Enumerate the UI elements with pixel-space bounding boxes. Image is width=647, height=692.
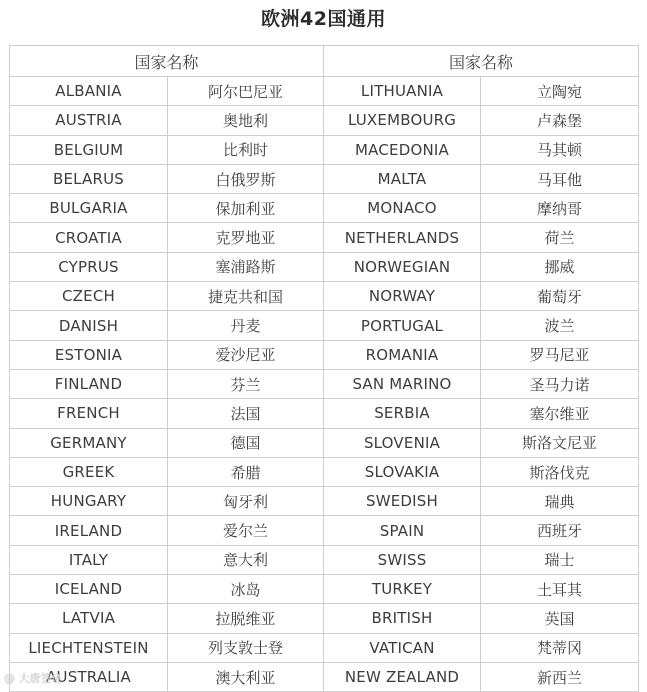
country-zh-left: 爱沙尼亚 — [168, 340, 324, 369]
country-en-left: IRELAND — [10, 516, 168, 545]
country-zh-left: 塞浦路斯 — [168, 252, 324, 281]
table-row — [10, 487, 639, 516]
table-row — [10, 223, 639, 252]
country-zh-right: 马其顿 — [481, 135, 639, 164]
country-zh-left: 列支敦士登 — [168, 633, 324, 662]
country-zh-left: 阿尔巴尼亚 — [168, 77, 324, 106]
country-zh-right: 摩纳哥 — [481, 194, 639, 223]
table-row — [10, 77, 639, 106]
table-row — [10, 457, 639, 486]
table-row — [10, 106, 639, 135]
country-en-right: NORWAY — [324, 282, 481, 311]
country-en-left: BULGARIA — [10, 194, 168, 223]
country-en-right: VATICAN — [324, 633, 481, 662]
watermark: @ 大唐签证 — [4, 672, 63, 685]
table-row — [10, 399, 639, 428]
country-en-left: LATVIA — [10, 604, 168, 633]
country-zh-right: 马耳他 — [481, 164, 639, 193]
table-body — [10, 77, 639, 692]
country-zh-left: 捷克共和国 — [168, 282, 324, 311]
page-title: 欧洲42国通用 — [261, 8, 386, 30]
country-zh-right: 土耳其 — [481, 575, 639, 604]
country-en-right: PORTUGAL — [324, 311, 481, 340]
country-zh-left: 法国 — [168, 399, 324, 428]
country-en-left: ESTONIA — [10, 340, 168, 369]
country-en-right: SAN MARINO — [324, 369, 481, 398]
country-en-right: ROMANIA — [324, 340, 481, 369]
country-zh-right: 圣马力诺 — [481, 369, 639, 398]
country-zh-right: 瑞典 — [481, 487, 639, 516]
country-en-right: MALTA — [324, 164, 481, 193]
table-row — [10, 252, 639, 281]
country-zh-right: 新西兰 — [481, 662, 639, 691]
country-zh-right: 罗马尼亚 — [481, 340, 639, 369]
country-en-right: TURKEY — [324, 575, 481, 604]
country-en-left: DANISH — [10, 311, 168, 340]
table-row — [10, 282, 639, 311]
country-en-left: CZECH — [10, 282, 168, 311]
country-zh-right: 塞尔维亚 — [481, 399, 639, 428]
country-en-left: LIECHTENSTEIN — [10, 633, 168, 662]
country-en-left: FRENCH — [10, 399, 168, 428]
country-zh-left: 保加利亚 — [168, 194, 324, 223]
table-header-row — [10, 46, 639, 77]
country-en-left: BELGIUM — [10, 135, 168, 164]
country-zh-left: 丹麦 — [168, 311, 324, 340]
country-en-left: HUNGARY — [10, 487, 168, 516]
country-en-left: AUSTRALIA — [10, 662, 168, 691]
country-zh-right: 荷兰 — [481, 223, 639, 252]
country-en-left: GREEK — [10, 457, 168, 486]
table-row — [10, 311, 639, 340]
country-en-left: ITALY — [10, 545, 168, 574]
country-zh-right: 卢森堡 — [481, 106, 639, 135]
country-en-right: SERBIA — [324, 399, 481, 428]
country-zh-left: 奥地利 — [168, 106, 324, 135]
country-zh-right: 挪威 — [481, 252, 639, 281]
country-zh-left: 白俄罗斯 — [168, 164, 324, 193]
country-table — [9, 45, 639, 692]
table-row — [10, 164, 639, 193]
country-en-right: SWEDISH — [324, 487, 481, 516]
country-zh-left: 匈牙利 — [168, 487, 324, 516]
country-zh-right: 斯洛伐克 — [481, 457, 639, 486]
country-zh-right: 瑞士 — [481, 545, 639, 574]
country-en-left: FINLAND — [10, 369, 168, 398]
table-row — [10, 575, 639, 604]
country-zh-right: 西班牙 — [481, 516, 639, 545]
table-row — [10, 428, 639, 457]
country-en-left: BELARUS — [10, 164, 168, 193]
table-row — [10, 516, 639, 545]
country-zh-left: 爱尔兰 — [168, 516, 324, 545]
country-zh-left: 芬兰 — [168, 369, 324, 398]
country-zh-left: 冰岛 — [168, 575, 324, 604]
country-zh-left: 意大利 — [168, 545, 324, 574]
country-zh-left: 希腊 — [168, 457, 324, 486]
country-zh-right: 斯洛文尼亚 — [481, 428, 639, 457]
country-en-right: SWISS — [324, 545, 481, 574]
country-zh-right: 立陶宛 — [481, 77, 639, 106]
country-en-left: AUSTRIA — [10, 106, 168, 135]
country-en-right: SLOVAKIA — [324, 457, 481, 486]
header-country-name-right: 国家名称 — [324, 46, 639, 77]
country-en-right: LUXEMBOURG — [324, 106, 481, 135]
table-row — [10, 340, 639, 369]
table-row — [10, 662, 639, 691]
table-row — [10, 194, 639, 223]
country-zh-right: 英国 — [481, 604, 639, 633]
country-en-left: ICELAND — [10, 575, 168, 604]
country-en-right: BRITISH — [324, 604, 481, 633]
country-en-left: CROATIA — [10, 223, 168, 252]
country-en-right: NORWEGIAN — [324, 252, 481, 281]
country-en-right: NETHERLANDS — [324, 223, 481, 252]
country-en-left: CYPRUS — [10, 252, 168, 281]
country-en-right: SLOVENIA — [324, 428, 481, 457]
country-zh-right: 葡萄牙 — [481, 282, 639, 311]
header-country-name-left: 国家名称 — [10, 46, 324, 77]
country-zh-left: 澳大利亚 — [168, 662, 324, 691]
country-zh-left: 比利时 — [168, 135, 324, 164]
country-en-right: MACEDONIA — [324, 135, 481, 164]
table-row — [10, 604, 639, 633]
country-zh-right: 波兰 — [481, 311, 639, 340]
table-row — [10, 633, 639, 662]
country-zh-left: 克罗地亚 — [168, 223, 324, 252]
country-en-right: NEW ZEALAND — [324, 662, 481, 691]
table-row — [10, 369, 639, 398]
country-zh-left: 拉脱维亚 — [168, 604, 324, 633]
country-zh-left: 德国 — [168, 428, 324, 457]
country-zh-right: 梵蒂冈 — [481, 633, 639, 662]
country-en-left: ALBANIA — [10, 77, 168, 106]
country-en-left: GERMANY — [10, 428, 168, 457]
country-en-right: SPAIN — [324, 516, 481, 545]
country-en-right: LITHUANIA — [324, 77, 481, 106]
table-row — [10, 135, 639, 164]
country-en-right: MONACO — [324, 194, 481, 223]
table-row — [10, 545, 639, 574]
